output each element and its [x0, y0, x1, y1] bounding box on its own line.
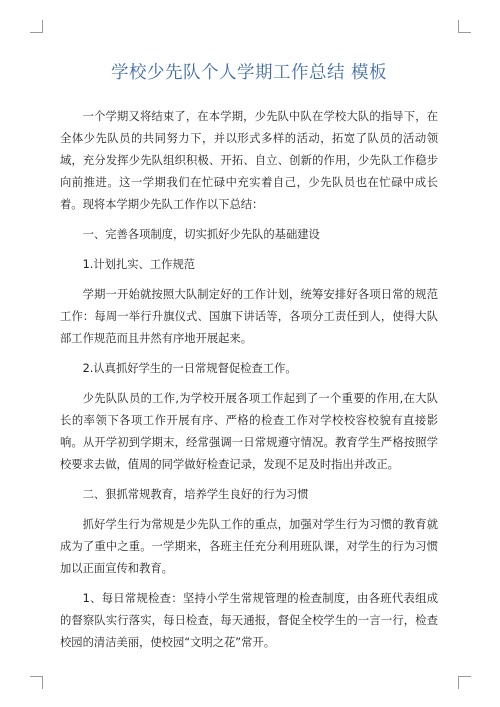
paragraph-2-1: 1、每日常规检查：坚持小学生常规管理的检查制度，由各班代表组成的督察队实行落实，每日检查，每天通报，督促全校学生的一言一行，检查校园的清洁美丽，使校园“文明之花”常开。 — [60, 592, 438, 649]
paragraph-1-1: 学期一开始就按照大队制定好的工作计划，统筹安排好各项日常的规范工作：每周一举行升旗仪式、国旗下讲话等，各项分工责任到人，使得大队部工作规范而且井然有序地开展起来。 — [60, 288, 438, 345]
paragraph-2: 抓好学生行为常规是少先队工作的重点，加强对学生行为习惯的教育就成为了重中之重。一学期来，各班主任充分利用班队课，对学生的行为习惯加以正面宣传和教育。 — [60, 518, 438, 575]
crop-mark-top-left — [30, 20, 43, 33]
crop-mark-bottom-right — [458, 676, 471, 689]
subheading-1-1: 1.计划扎实、工作规范 — [82, 258, 196, 271]
paragraph-intro: 一个学期又将结束了，在本学期，少先队中队在学校大队的指导下，在全体少先队员的共同努力下，并以形式多样的活动，拓宽了队员的活动领域，充分发挥少先队组织积极、开拓、自立、创新的作用，少先队工作稳步向前推进。这一学期我们在忙碌中充实着自己，少先队员也在忙碌中成长着。现将本学期少先队工作作以下总结： — [60, 110, 438, 211]
paragraph-1-2: 少先队队员的工作,为学校开展各项工作起到了一个重要的作用,在大队长的率领下各项工作开展有序、严格的检查工作对学校校容校貌有直接影响。从开学初到学期末，经常强调一日常规遵守情况。教育学生严格按照学校要求去做，值周的同学做好检查记录，发现不足及时指出并改正。 — [60, 392, 438, 471]
subheading-1-2: 2.认真抓好学生的一日常规督促检查工作。 — [82, 362, 297, 375]
document-page — [60, 60, 438, 662]
crop-mark-top-right — [458, 20, 471, 33]
crop-mark-bottom-left — [30, 676, 43, 689]
document-title: 学校少先队个人学期工作总结 模板 — [110, 63, 388, 83]
section-heading-1: 一、完善各项制度，切实抓好少先队的基础建设 — [82, 228, 320, 241]
section-heading-2: 二、狠抓常规教育，培养学生良好的行为习惯 — [82, 488, 309, 501]
